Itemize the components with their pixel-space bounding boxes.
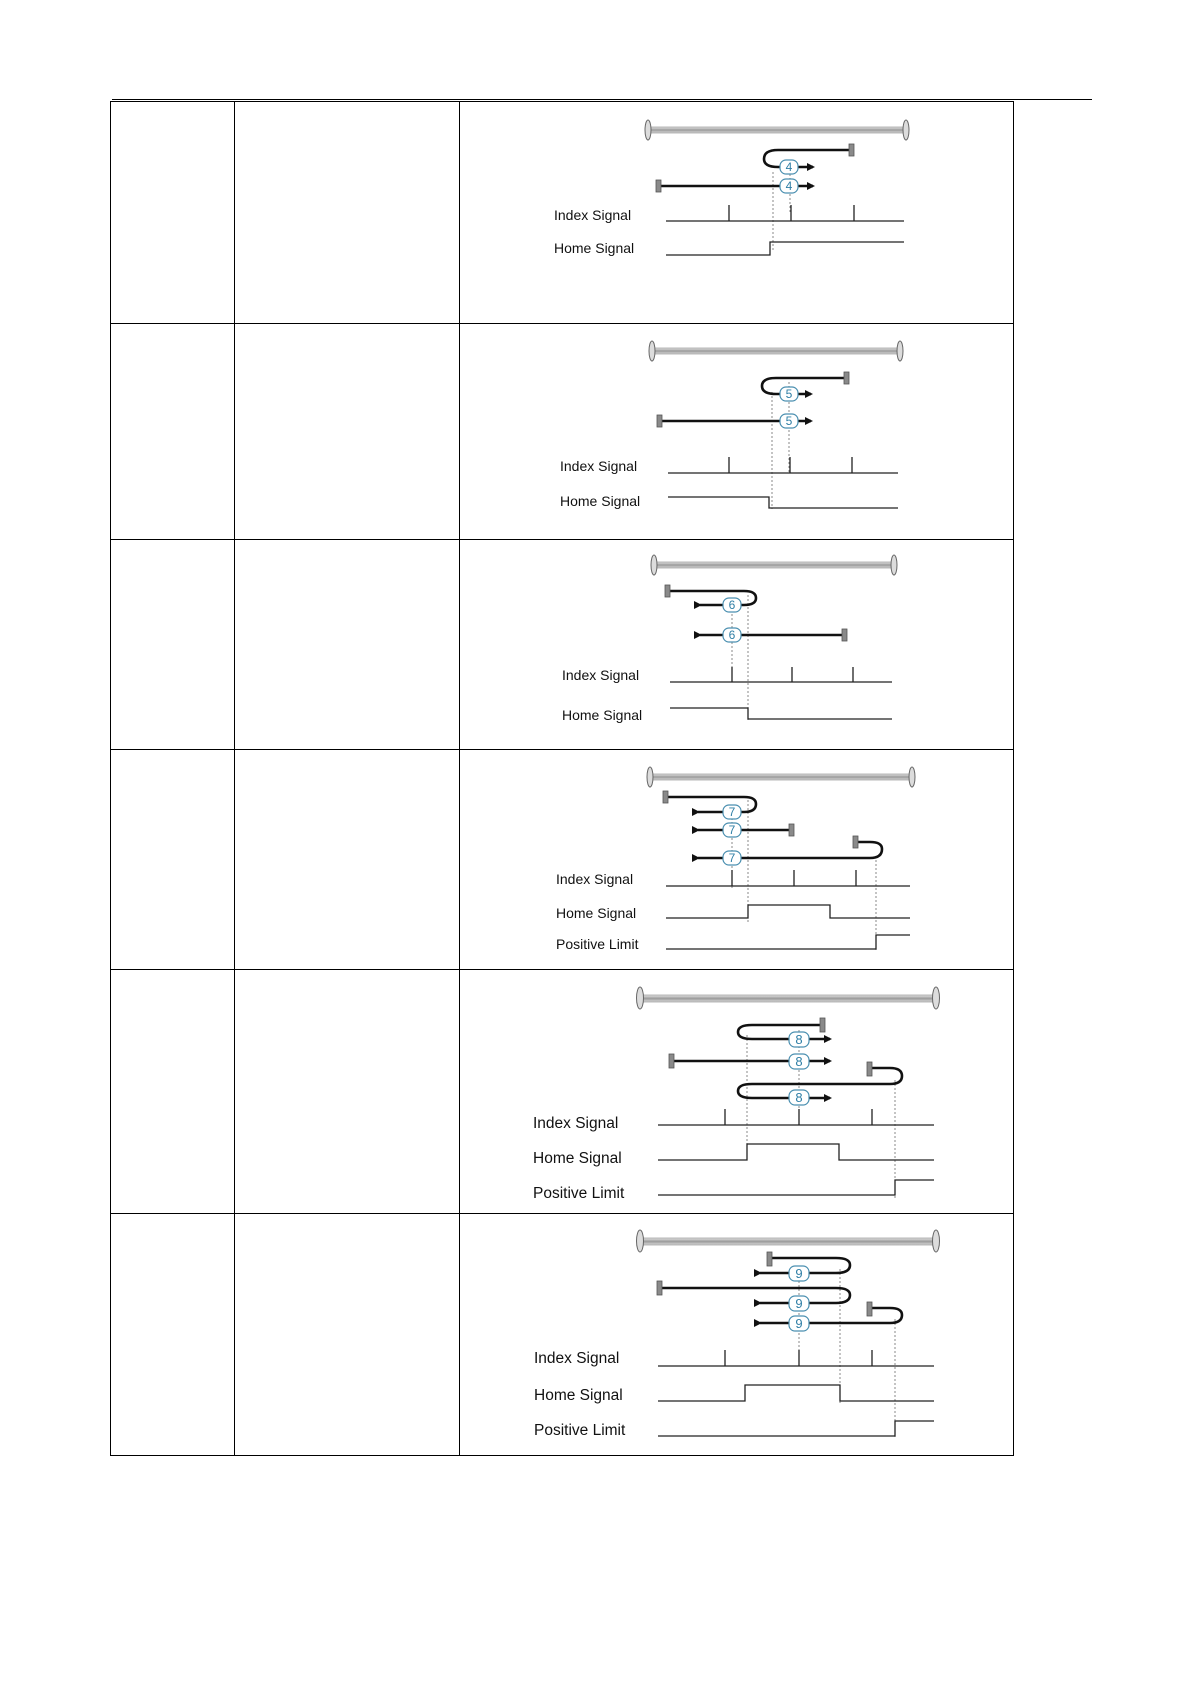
signal-label-home: Home Signal xyxy=(556,905,637,921)
motion-path xyxy=(762,378,846,394)
svg-text:7: 7 xyxy=(728,851,736,865)
motion-path xyxy=(738,1068,902,1098)
svg-text:7: 7 xyxy=(728,823,736,837)
homing-diagram-8 xyxy=(460,970,1013,1213)
method-number-cell xyxy=(111,102,235,324)
index-signal-trace xyxy=(670,667,892,682)
homing-diagram-cell xyxy=(460,970,1014,1214)
home-signal-trace xyxy=(666,905,910,918)
home-signal-trace xyxy=(668,497,898,508)
svg-text:9: 9 xyxy=(795,1266,803,1281)
method-badge xyxy=(789,1032,809,1047)
travel-rail xyxy=(637,1230,940,1252)
svg-text:9: 9 xyxy=(795,1316,803,1331)
travel-rail xyxy=(651,555,897,575)
table-row xyxy=(111,102,1014,324)
homing-diagram-7 xyxy=(460,750,1013,969)
motion-path xyxy=(666,797,756,812)
method-badge xyxy=(723,598,741,612)
signal-label-home: Home Signal xyxy=(562,707,643,723)
signal-label-index: Index Signal xyxy=(533,1115,619,1132)
svg-text:5: 5 xyxy=(785,387,793,401)
table-row xyxy=(111,324,1014,540)
home-signal-trace xyxy=(658,1385,934,1401)
svg-text:8: 8 xyxy=(795,1032,803,1047)
svg-text:8: 8 xyxy=(795,1054,803,1069)
motion-path xyxy=(738,1025,830,1039)
motion-path xyxy=(660,1288,850,1303)
method-number-cell xyxy=(111,324,235,540)
home-signal-trace xyxy=(666,242,904,255)
method-number-cell xyxy=(111,540,235,750)
positive-limit-trace xyxy=(666,935,910,949)
signal-label-positive-limit: Positive Limit xyxy=(533,1185,625,1202)
table-row xyxy=(111,540,1014,750)
method-description-cell xyxy=(235,324,460,540)
start-marker xyxy=(842,629,847,641)
method-description-cell xyxy=(235,540,460,750)
method-badge xyxy=(780,160,798,174)
svg-text:4: 4 xyxy=(785,179,793,193)
svg-text:5: 5 xyxy=(785,414,793,428)
positive-limit-trace xyxy=(658,1421,934,1436)
start-marker xyxy=(853,836,858,848)
page-top-rule xyxy=(112,99,1092,100)
start-marker xyxy=(789,824,794,836)
homing-diagram-cell xyxy=(460,102,1014,324)
start-marker xyxy=(867,1062,872,1076)
home-signal-trace xyxy=(670,708,892,719)
svg-text:8: 8 xyxy=(795,1090,803,1105)
method-description-cell xyxy=(235,970,460,1214)
table-row xyxy=(111,750,1014,970)
homing-diagram-5 xyxy=(460,324,1013,539)
positive-limit-trace xyxy=(658,1180,934,1195)
svg-text:6: 6 xyxy=(728,628,736,642)
motion-path xyxy=(764,150,852,167)
signal-label-index: Index Signal xyxy=(562,667,640,683)
signal-label-index: Index Signal xyxy=(534,1350,620,1367)
method-badge xyxy=(723,823,741,837)
start-marker xyxy=(767,1252,772,1266)
signal-label-index: Index Signal xyxy=(560,458,638,474)
method-badge xyxy=(789,1316,809,1331)
svg-text:6: 6 xyxy=(728,598,736,612)
start-marker xyxy=(656,180,661,192)
travel-rail xyxy=(647,767,915,787)
homing-diagram-cell xyxy=(460,750,1014,970)
start-marker xyxy=(844,372,849,384)
table-row xyxy=(111,1214,1014,1456)
index-signal-trace xyxy=(668,457,898,473)
homing-diagram-4 xyxy=(460,102,1013,323)
motion-path xyxy=(760,1308,902,1323)
motion-path xyxy=(668,591,756,605)
method-description-cell xyxy=(235,750,460,970)
method-number-cell xyxy=(111,970,235,1214)
signal-label-index: Index Signal xyxy=(554,207,632,223)
svg-text:4: 4 xyxy=(785,160,793,174)
start-marker xyxy=(657,1281,662,1295)
signal-label-home: Home Signal xyxy=(560,493,641,509)
index-signal-trace xyxy=(658,1109,934,1125)
method-badge xyxy=(723,628,741,642)
index-signal-trace xyxy=(666,205,904,221)
homing-diagram-cell xyxy=(460,1214,1014,1456)
homing-diagram-cell xyxy=(460,540,1014,750)
method-number-cell xyxy=(111,750,235,970)
index-signal-trace xyxy=(666,870,910,886)
method-badge xyxy=(789,1296,809,1311)
method-badge xyxy=(789,1054,809,1069)
method-description-cell xyxy=(235,1214,460,1456)
start-marker xyxy=(867,1302,872,1316)
start-marker xyxy=(849,144,854,156)
home-signal-trace xyxy=(658,1144,934,1160)
homing-diagram-9 xyxy=(460,1214,1013,1455)
method-badge xyxy=(780,414,798,428)
method-description-cell xyxy=(235,102,460,324)
start-marker xyxy=(663,791,668,803)
start-marker xyxy=(669,1054,674,1068)
homing-methods-table xyxy=(110,101,1014,1456)
start-marker xyxy=(657,415,662,427)
signal-label-index: Index Signal xyxy=(556,871,634,887)
table-row xyxy=(111,970,1014,1214)
method-badge xyxy=(723,851,741,865)
travel-rail xyxy=(649,341,903,361)
method-number-cell xyxy=(111,1214,235,1456)
homing-diagram-6 xyxy=(460,540,1013,749)
svg-text:9: 9 xyxy=(795,1296,803,1311)
method-badge xyxy=(780,179,798,193)
homing-diagram-cell xyxy=(460,324,1014,540)
signal-label-home: Home Signal xyxy=(533,1150,622,1167)
method-badge xyxy=(723,805,741,819)
method-badge xyxy=(789,1090,809,1105)
signal-label-positive-limit: Positive Limit xyxy=(534,1422,626,1439)
index-signal-trace xyxy=(658,1350,934,1366)
signal-label-home: Home Signal xyxy=(554,240,635,256)
signal-label-positive-limit: Positive Limit xyxy=(556,936,639,952)
method-badge xyxy=(780,387,798,401)
start-marker xyxy=(820,1018,825,1032)
start-marker xyxy=(665,585,670,597)
signal-label-home: Home Signal xyxy=(534,1387,623,1404)
svg-text:7: 7 xyxy=(728,805,736,819)
method-badge xyxy=(789,1266,809,1281)
travel-rail xyxy=(645,120,909,140)
travel-rail xyxy=(637,987,940,1009)
